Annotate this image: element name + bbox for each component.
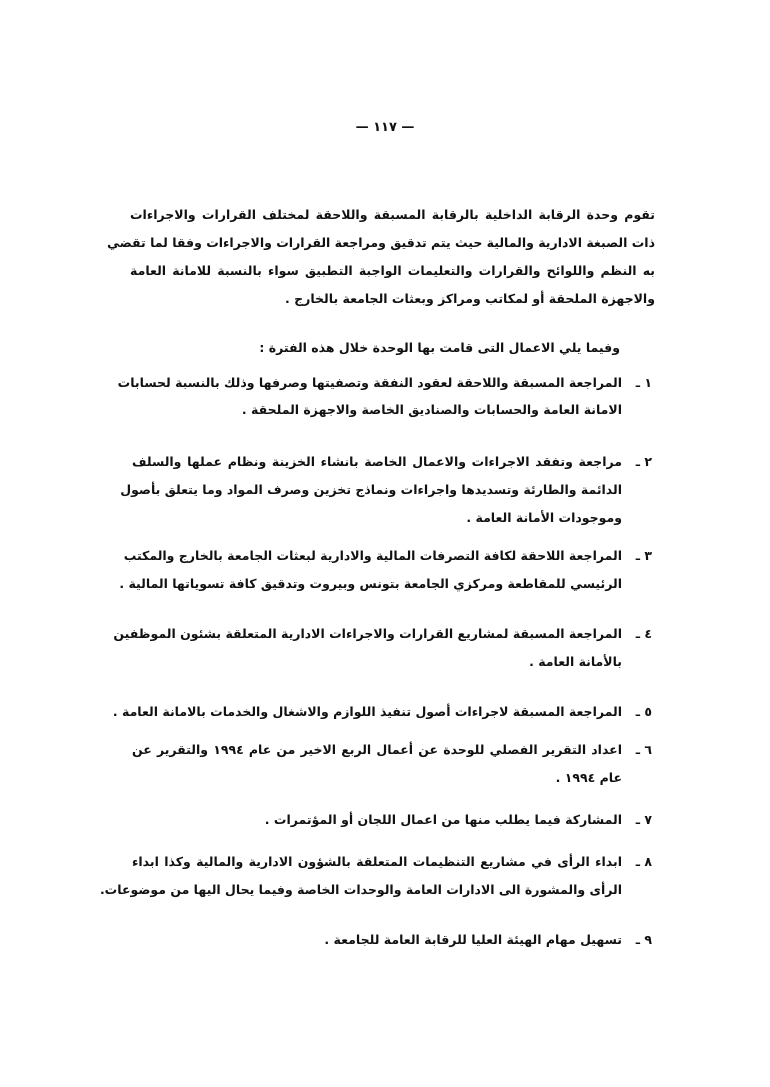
intro-line: تقوم وحدة الرقابة الداخلية بالرقابة المسبقة واللاحقة لمختلف القرارات والاجراءات (130, 207, 655, 222)
item-number: ٣ ـ (635, 548, 652, 563)
item-number: ٧ ـ (635, 812, 652, 827)
item-line: المراجعة المسبقة لاجراءات أصول تنفيذ اللوازم والاشغال والخدمات بالامانة العامة . (112, 704, 622, 719)
item-number: ١ ـ (635, 375, 652, 390)
item-line: تسهيل مهام الهيئة العليا للرقابة العامة للجامعة . (324, 932, 622, 947)
item-line: الرئيسي للمقاطعة ومركزي الجامعة بتونس وبيروت وتدقيق كافة تسوياتها المالية . (119, 576, 622, 591)
item-number: ٢ ـ (635, 454, 652, 469)
item-line: الدائمة والطارئة وتسديدها واجراءات ونماذج تخزين وصرف المواد وما يتعلق بأصول (120, 482, 622, 497)
item-line: المراجعة اللاحقة لكافة التصرفات المالية والادارية لبعثات الجامعة بالخارج والمكتب (123, 548, 622, 563)
page-number: — ١١٧ — (355, 120, 415, 135)
intro-line: ذات الصبغة الادارية والمالية حيث يتم تدقيق ومراجعة القرارات والاجراءات وفقا لما تقضي (107, 235, 655, 250)
item-number: ٦ ـ (635, 742, 652, 757)
item-line: المراجعة المسبقة لمشاريع القرارات والاجراءات الادارية المتعلقة بشئون الموظفين (113, 626, 622, 641)
item-number: ٥ ـ (635, 704, 652, 719)
item-line: الرأى والمشورة الى الادارات العامة والوحدات الخاصة وفيما يحال اليها من موضوعات. (99, 882, 622, 897)
lead-sentence: وفيما يلي الاعمال التى قامت بها الوحدة خلال هذه الفترة : (259, 340, 620, 355)
item-number: ٨ ـ (635, 854, 652, 869)
item-line: عام ١٩٩٤ . (555, 770, 622, 785)
item-line: الامانة العامة والحسابات والصناديق الخاصة والاجهزة الملحقة . (241, 402, 622, 417)
item-line: المشاركة فيما يطلب منها من اعمال اللجان أو المؤتمرات . (264, 812, 622, 827)
item-line: ابداء الرأى في مشاريع التنظيمات المتعلقة بالشؤون الادارية والمالية وكذا ابداء (132, 854, 622, 869)
item-line: مراجعة وتفقد الاجراءات والاعمال الخاصة بانشاء الخزينة ونظام عملها والسلف (132, 454, 622, 469)
item-line: المراجعة المسبقة واللاحقة لعقود النفقة وتصفيتها وصرفها وذلك بالنسبة لحسابات (117, 375, 622, 390)
item-number: ٩ ـ (635, 932, 652, 947)
item-line: بالأمانة العامة . (529, 654, 622, 669)
intro-line: به النظم واللوائح والقرارات والتعليمات الواجبة التطبيق سواء بالنسبة للامانة العامة (130, 263, 655, 278)
item-number: ٤ ـ (635, 626, 652, 641)
item-line: اعداد التقرير الفصلي للوحدة عن أعمال الربع الاخير من عام ١٩٩٤ والتقرير عن (132, 742, 623, 757)
item-line: وموجودات الأمانة العامة . (466, 510, 622, 525)
intro-line: والاجهزة الملحقة أو لمكاتب ومراكز وبعثات الجامعة بالخارج . (285, 291, 655, 306)
